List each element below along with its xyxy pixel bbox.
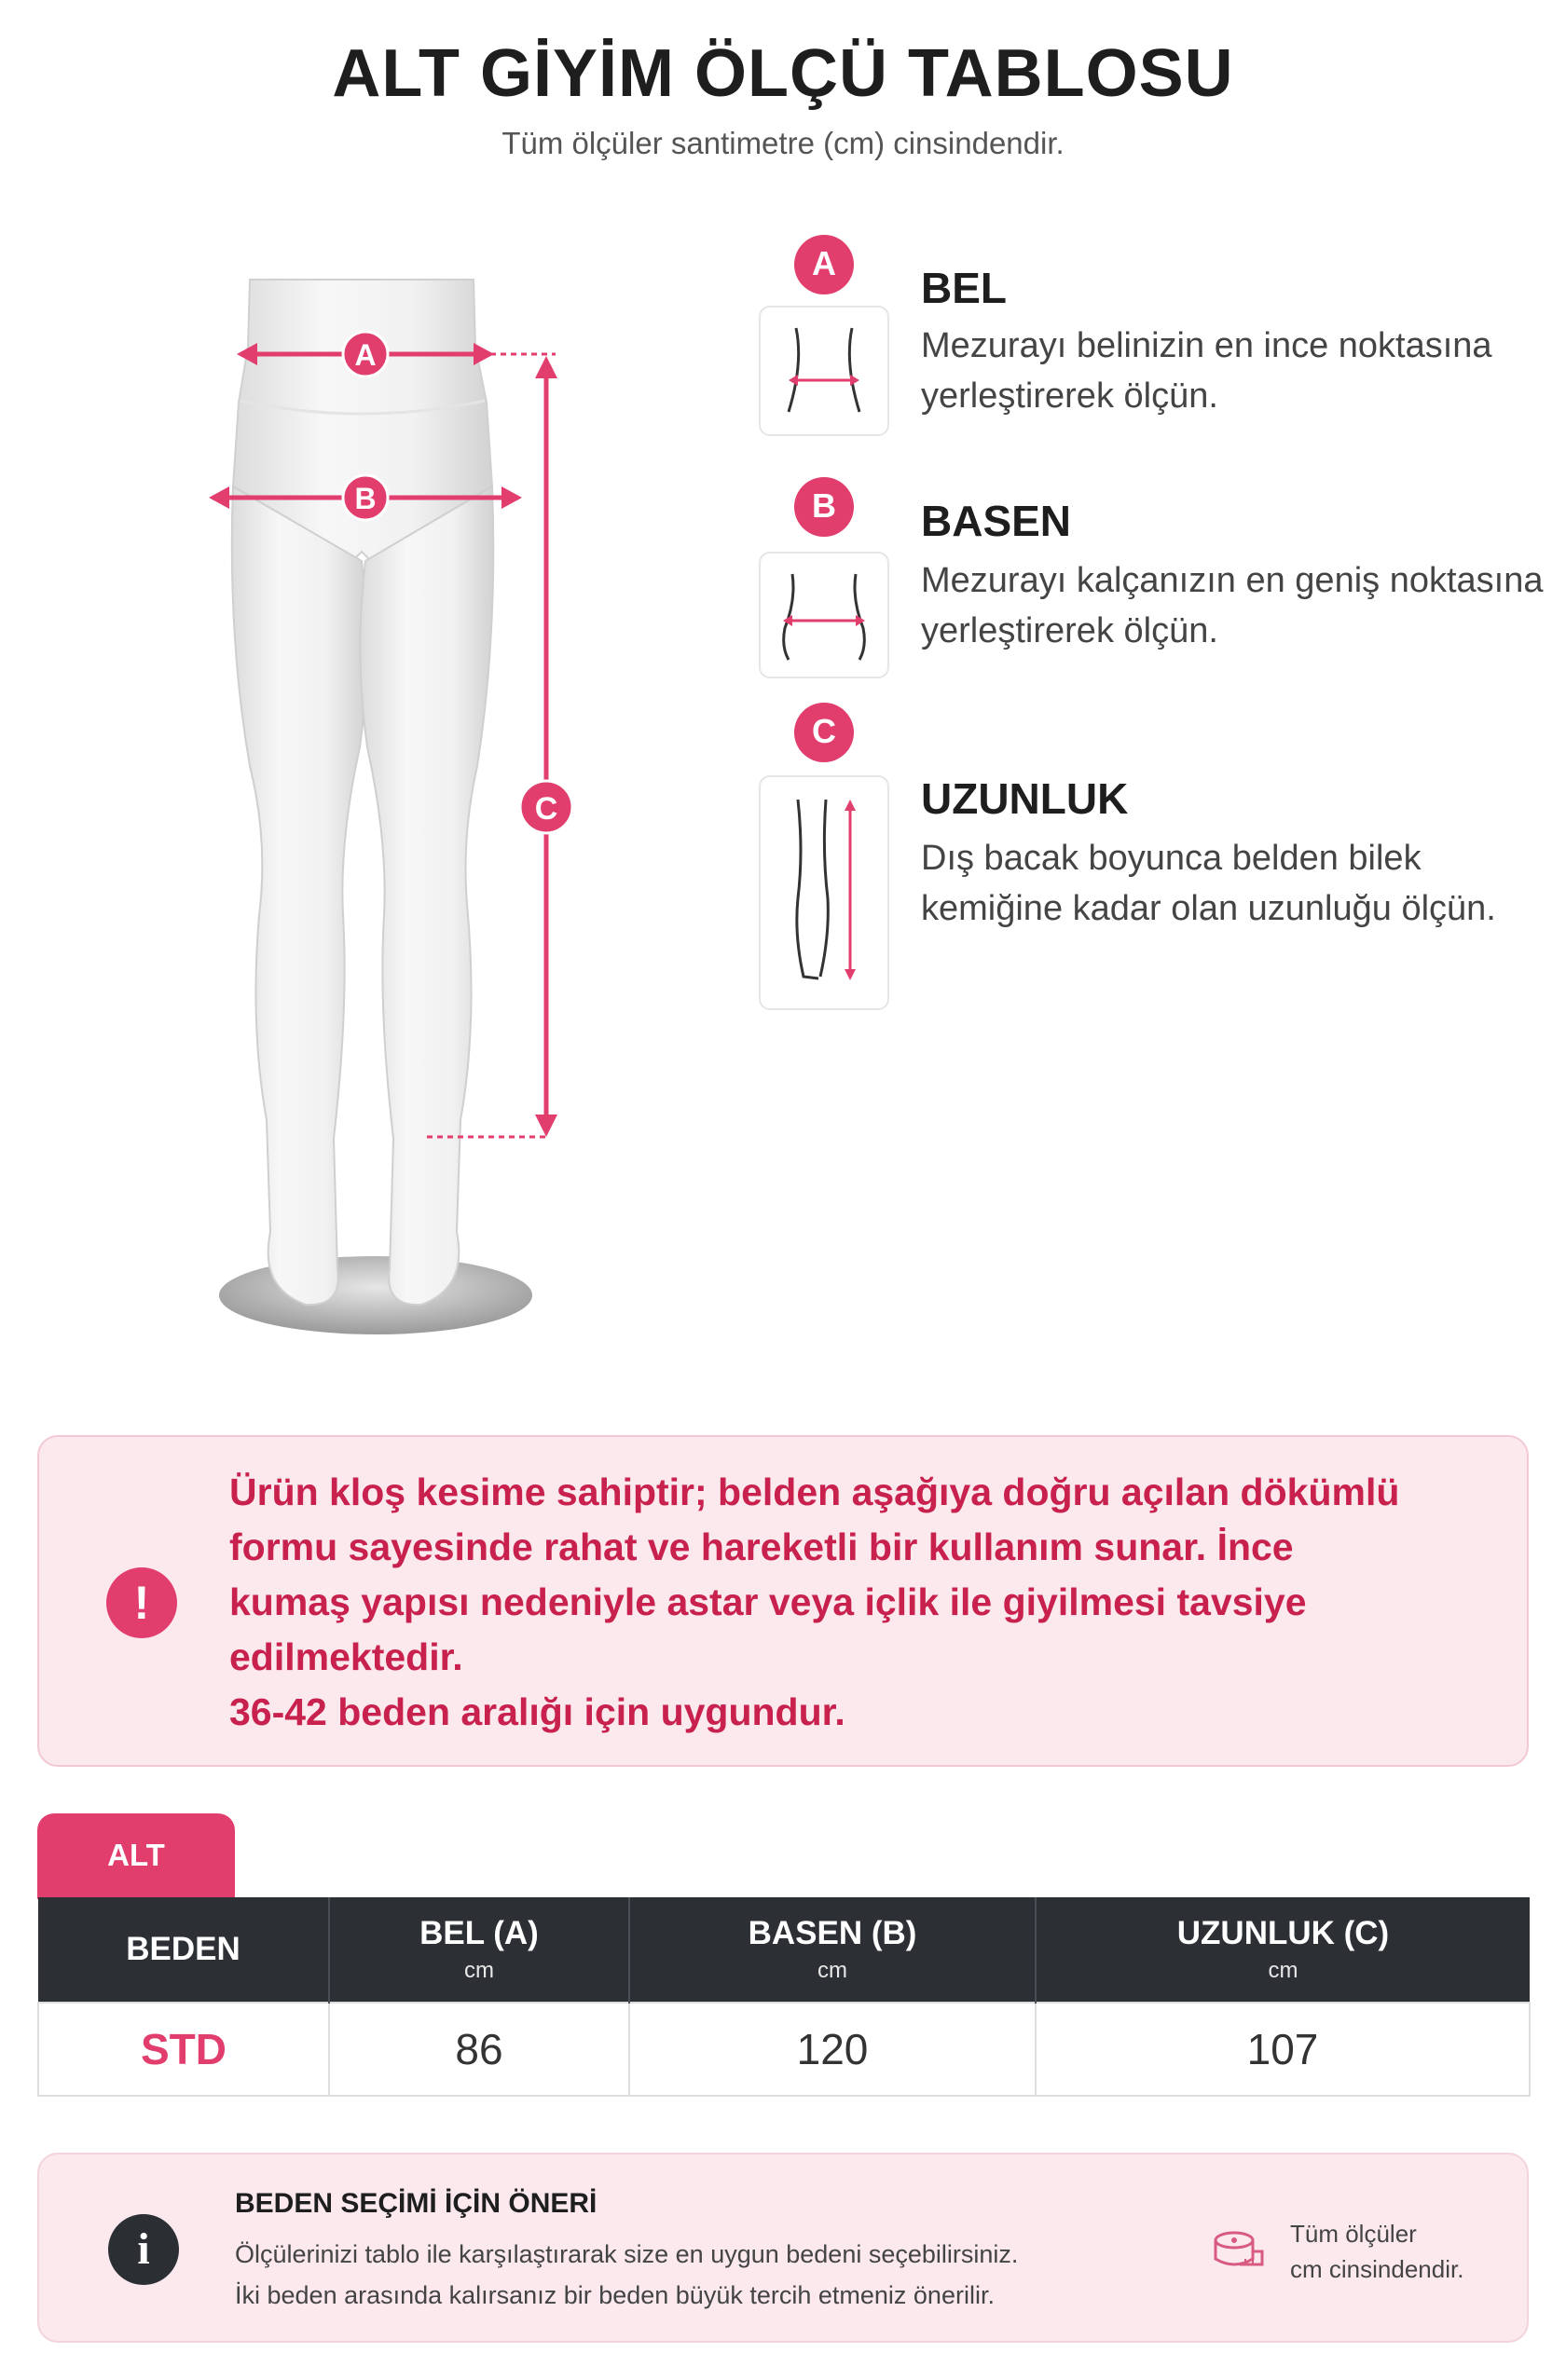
badge-a: A bbox=[794, 235, 854, 294]
marker-a: A bbox=[354, 338, 377, 372]
size-tip bbox=[37, 2153, 1529, 2343]
basen-description: Mezurayı kalçanızın en geniş noktasına yerleştirerek ölçün. bbox=[921, 561, 1544, 650]
tip-line: Ölçülerinizi tablo ile karşılaştırarak size en uygun bedeni seçebilirsiniz. bbox=[235, 2240, 1019, 2268]
cell-bel: 86 bbox=[329, 2003, 629, 2096]
cell-uzunluk: 107 bbox=[1036, 2003, 1530, 2096]
unit-label: cm bbox=[464, 1958, 494, 1983]
basen-heading: BASEN bbox=[921, 497, 1072, 545]
size-table bbox=[37, 1897, 1531, 2097]
unit-label: cm bbox=[817, 1958, 847, 1983]
cell-size: STD bbox=[38, 2003, 329, 2096]
exclamation-icon: ! bbox=[106, 1567, 177, 1638]
mannequin-figure bbox=[110, 244, 632, 1362]
mannequin-base bbox=[219, 1256, 532, 1334]
badge-c: C bbox=[794, 703, 854, 762]
tip-side-line: Tüm ölçüler bbox=[1290, 2220, 1417, 2248]
table-row bbox=[38, 2003, 1530, 2096]
page-title: ALT GİYİM ÖLÇÜ TABLOSU bbox=[332, 36, 1234, 111]
notice-line: formu sayesinde rahat ve hareketli bir kullanım sunar. İnce bbox=[229, 1525, 1294, 1568]
tip-side-note bbox=[1290, 2216, 1463, 2287]
marker-c: C bbox=[534, 791, 558, 827]
badge-b: B bbox=[794, 477, 854, 537]
bel-heading: BEL bbox=[921, 264, 1007, 312]
tape-measure-icon bbox=[1212, 2223, 1264, 2276]
header-bel: BEL (A) cm bbox=[329, 1897, 629, 2003]
notice-line: kumaş yapısı nedeniyle astar veya içlik ile giyilmesi tavsiye bbox=[229, 1580, 1307, 1623]
table-header-row bbox=[38, 1897, 1530, 2003]
notice-line: 36-42 beden aralığı için uygundur. bbox=[229, 1690, 845, 1733]
unit-label: cm bbox=[1268, 1958, 1298, 1983]
uzunluk-description: Dış bacak boyunca belden bilek kemiğine kadar olan uzunluğu ölçün. bbox=[921, 839, 1496, 928]
tip-line: İki beden arasında kalırsanız bir beden büyük tercih etmeniz önerilir. bbox=[235, 2281, 995, 2309]
bel-description: Mezurayı belinizin en ince noktasına yerleştirerek ölçün. bbox=[921, 326, 1492, 416]
notice-text bbox=[229, 1465, 1506, 1740]
waist-measure-icon bbox=[759, 306, 889, 436]
notice-line: edilmektedir. bbox=[229, 1635, 463, 1678]
tip-title: BEDEN SEÇİMİ İÇİN ÖNERİ bbox=[235, 2188, 598, 2219]
header-basen: BASEN (B) cm bbox=[629, 1897, 1036, 2003]
cell-basen: 120 bbox=[629, 2003, 1036, 2096]
product-notice bbox=[37, 1435, 1529, 1767]
info-icon: i bbox=[108, 2214, 179, 2285]
header-uzunluk: UZUNLUK (C) cm bbox=[1036, 1897, 1530, 2003]
hip-measure-icon bbox=[759, 552, 889, 678]
tab-alt[interactable]: ALT bbox=[37, 1813, 235, 1899]
page-subtitle: Tüm ölçüler santimetre (cm) cinsindendir. bbox=[501, 126, 1065, 160]
header-beden: BEDEN bbox=[38, 1897, 329, 2003]
leg-length-icon bbox=[759, 775, 889, 1010]
marker-b: B bbox=[354, 482, 377, 515]
notice-line: Ürün kloş kesime sahiptir; belden aşağıya doğru açılan dökümlü bbox=[229, 1470, 1400, 1513]
uzunluk-heading: UZUNLUK bbox=[921, 774, 1129, 823]
tip-side-line: cm cinsindendir. bbox=[1290, 2255, 1464, 2283]
